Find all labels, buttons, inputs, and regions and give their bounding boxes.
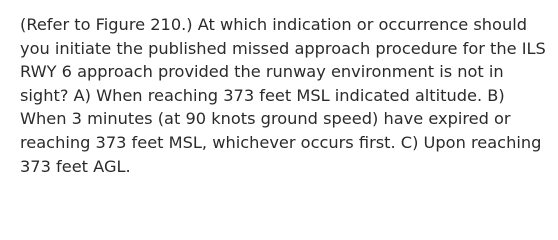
question-text — [20, 13, 548, 178]
question-line: When 3 minutes (at 90 knots ground speed) have expired or — [20, 109, 511, 129]
question-line: reaching 373 feet MSL, whichever occurs first. C) Upon reaching — [20, 132, 542, 152]
question-line: (Refer to Figure 210.) At which indication or occurrence should — [20, 15, 527, 34]
question-line: you initiate the published missed approach procedure for the ILS — [20, 38, 546, 58]
question-line: sight? A) When reaching 373 feet MSL indicated altitude. B) — [20, 85, 505, 105]
question-line: 373 feet AGL. — [20, 156, 131, 176]
question-line: RWY 6 approach provided the runway environment is not in — [20, 62, 504, 82]
